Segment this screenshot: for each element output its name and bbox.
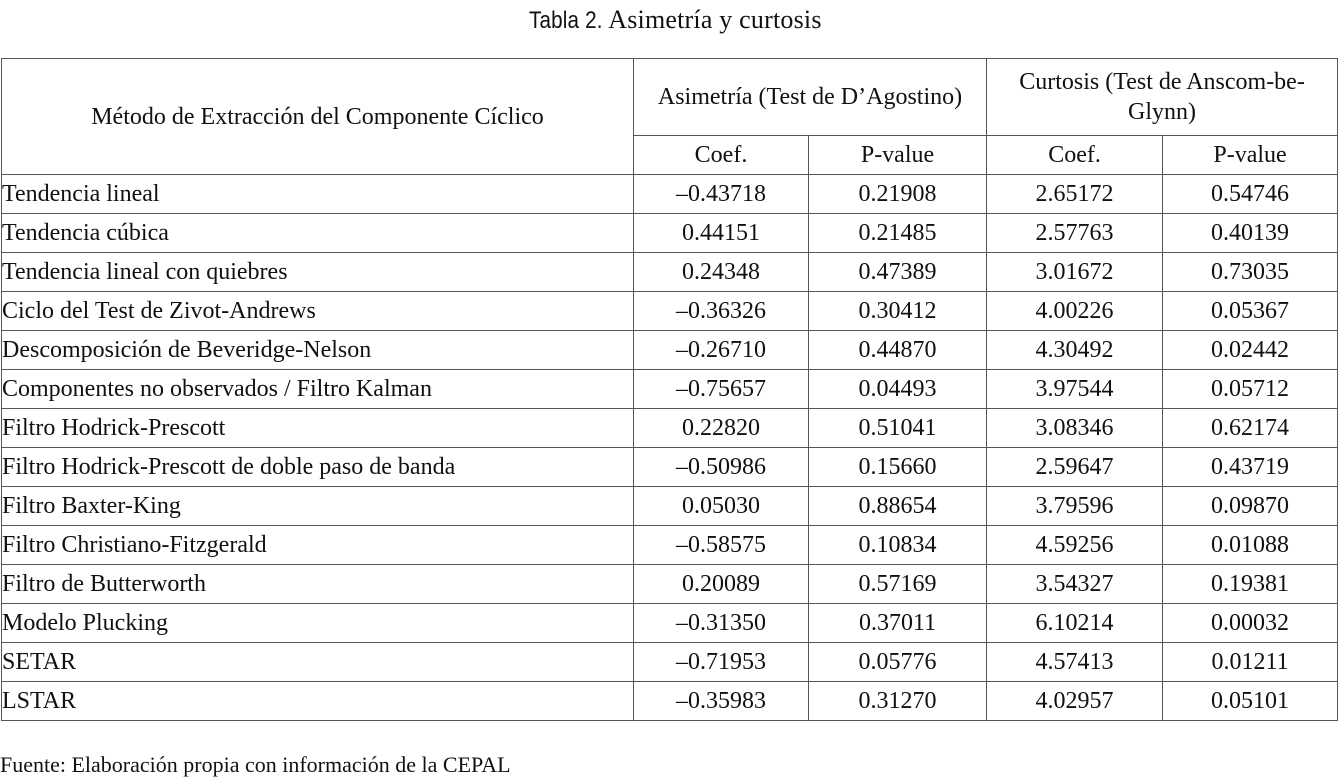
header-asimetria: Asimetría (Test de D’Agostino) <box>634 59 987 136</box>
method-cell: Tendencia lineal con quiebres <box>2 253 634 292</box>
asym-coef-cell: 0.05030 <box>634 487 809 526</box>
asym-pvalue-cell: 0.05776 <box>809 643 987 682</box>
kurt-pvalue-cell: 0.62174 <box>1163 409 1338 448</box>
asym-coef-cell: 0.24348 <box>634 253 809 292</box>
kurt-coef-cell: 4.57413 <box>987 643 1163 682</box>
method-cell: Filtro Baxter-King <box>2 487 634 526</box>
table-row <box>2 370 1338 409</box>
method-cell: Tendencia lineal <box>2 175 634 214</box>
kurt-pvalue-cell: 0.19381 <box>1163 565 1338 604</box>
asym-pvalue-cell: 0.21485 <box>809 214 987 253</box>
kurt-pvalue-cell: 0.54746 <box>1163 175 1338 214</box>
kurt-coef-cell: 4.00226 <box>987 292 1163 331</box>
kurt-coef-cell: 3.08346 <box>987 409 1163 448</box>
kurt-coef-cell: 4.59256 <box>987 526 1163 565</box>
kurt-pvalue-cell: 0.09870 <box>1163 487 1338 526</box>
method-cell: SETAR <box>2 643 634 682</box>
table-row <box>2 487 1338 526</box>
header-asym-coef: Coef. <box>634 136 809 175</box>
kurt-pvalue-cell: 0.40139 <box>1163 214 1338 253</box>
kurt-pvalue-cell: 0.00032 <box>1163 604 1338 643</box>
method-cell: Filtro Christiano-Fitzgerald <box>2 526 634 565</box>
asym-pvalue-cell: 0.44870 <box>809 331 987 370</box>
asym-pvalue-cell: 0.30412 <box>809 292 987 331</box>
asym-coef-cell: –0.31350 <box>634 604 809 643</box>
table-row <box>2 526 1338 565</box>
asym-coef-cell: –0.35983 <box>634 682 809 721</box>
kurt-pvalue-cell: 0.43719 <box>1163 448 1338 487</box>
table-row <box>2 448 1338 487</box>
kurt-coef-cell: 4.30492 <box>987 331 1163 370</box>
header-kurt-coef: Coef. <box>987 136 1163 175</box>
header-asym-pvalue: P-value <box>809 136 987 175</box>
asym-coef-cell: 0.44151 <box>634 214 809 253</box>
asym-coef-cell: –0.58575 <box>634 526 809 565</box>
kurt-pvalue-cell: 0.05101 <box>1163 682 1338 721</box>
table-row <box>2 175 1338 214</box>
asym-coef-cell: –0.50986 <box>634 448 809 487</box>
table-row <box>2 214 1338 253</box>
kurt-pvalue-cell: 0.05712 <box>1163 370 1338 409</box>
header-method: Método de Extracción del Componente Cíclico <box>2 59 634 175</box>
kurt-coef-cell: 2.59647 <box>987 448 1163 487</box>
asym-pvalue-cell: 0.37011 <box>809 604 987 643</box>
method-cell: Ciclo del Test de Zivot-Andrews <box>2 292 634 331</box>
method-cell: Filtro de Butterworth <box>2 565 634 604</box>
header-kurt-pvalue: P-value <box>1163 136 1338 175</box>
kurt-pvalue-cell: 0.01211 <box>1163 643 1338 682</box>
asym-pvalue-cell: 0.88654 <box>809 487 987 526</box>
kurt-pvalue-cell: 0.05367 <box>1163 292 1338 331</box>
kurt-pvalue-cell: 0.73035 <box>1163 253 1338 292</box>
method-cell: Filtro Hodrick-Prescott de doble paso de banda <box>2 448 634 487</box>
table-body <box>2 175 1338 721</box>
method-cell: Modelo Plucking <box>2 604 634 643</box>
kurt-coef-cell: 3.79596 <box>987 487 1163 526</box>
asym-pvalue-cell: 0.51041 <box>809 409 987 448</box>
asym-pvalue-cell: 0.04493 <box>809 370 987 409</box>
asym-coef-cell: –0.71953 <box>634 643 809 682</box>
table-row <box>2 331 1338 370</box>
kurt-pvalue-cell: 0.01088 <box>1163 526 1338 565</box>
source-note: Fuente: Elaboración propia con información de la CEPAL <box>0 752 511 777</box>
kurt-coef-cell: 3.54327 <box>987 565 1163 604</box>
table-row <box>2 292 1338 331</box>
statistics-table <box>1 58 1338 721</box>
kurt-pvalue-cell: 0.02442 <box>1163 331 1338 370</box>
asym-coef-cell: 0.22820 <box>634 409 809 448</box>
method-cell: Filtro Hodrick-Prescott <box>2 409 634 448</box>
table-row <box>2 409 1338 448</box>
asym-pvalue-cell: 0.15660 <box>809 448 987 487</box>
kurt-coef-cell: 4.02957 <box>987 682 1163 721</box>
kurt-coef-cell: 2.57763 <box>987 214 1163 253</box>
asym-coef-cell: –0.26710 <box>634 331 809 370</box>
table-title <box>0 5 1339 35</box>
asym-pvalue-cell: 0.10834 <box>809 526 987 565</box>
table-number: Tabla 2. <box>529 7 603 34</box>
table-row <box>2 253 1338 292</box>
asym-coef-cell: –0.75657 <box>634 370 809 409</box>
kurt-coef-cell: 3.01672 <box>987 253 1163 292</box>
table-row <box>2 643 1338 682</box>
asym-pvalue-cell: 0.47389 <box>809 253 987 292</box>
asym-coef-cell: –0.43718 <box>634 175 809 214</box>
method-cell: Componentes no observados / Filtro Kalman <box>2 370 634 409</box>
asym-pvalue-cell: 0.31270 <box>809 682 987 721</box>
method-cell: Descomposición de Beveridge-Nelson <box>2 331 634 370</box>
kurt-coef-cell: 3.97544 <box>987 370 1163 409</box>
asym-coef-cell: 0.20089 <box>634 565 809 604</box>
asym-pvalue-cell: 0.57169 <box>809 565 987 604</box>
table-row <box>2 682 1338 721</box>
kurt-coef-cell: 6.10214 <box>987 604 1163 643</box>
asym-coef-cell: –0.36326 <box>634 292 809 331</box>
table-row <box>2 604 1338 643</box>
method-cell: Tendencia cúbica <box>2 214 634 253</box>
header-curtosis: Curtosis (Test de Anscom-be-Glynn) <box>987 59 1338 136</box>
table-title-text: Asimetría y curtosis <box>608 5 822 34</box>
method-cell: LSTAR <box>2 682 634 721</box>
asym-pvalue-cell: 0.21908 <box>809 175 987 214</box>
kurt-coef-cell: 2.65172 <box>987 175 1163 214</box>
table-row <box>2 565 1338 604</box>
